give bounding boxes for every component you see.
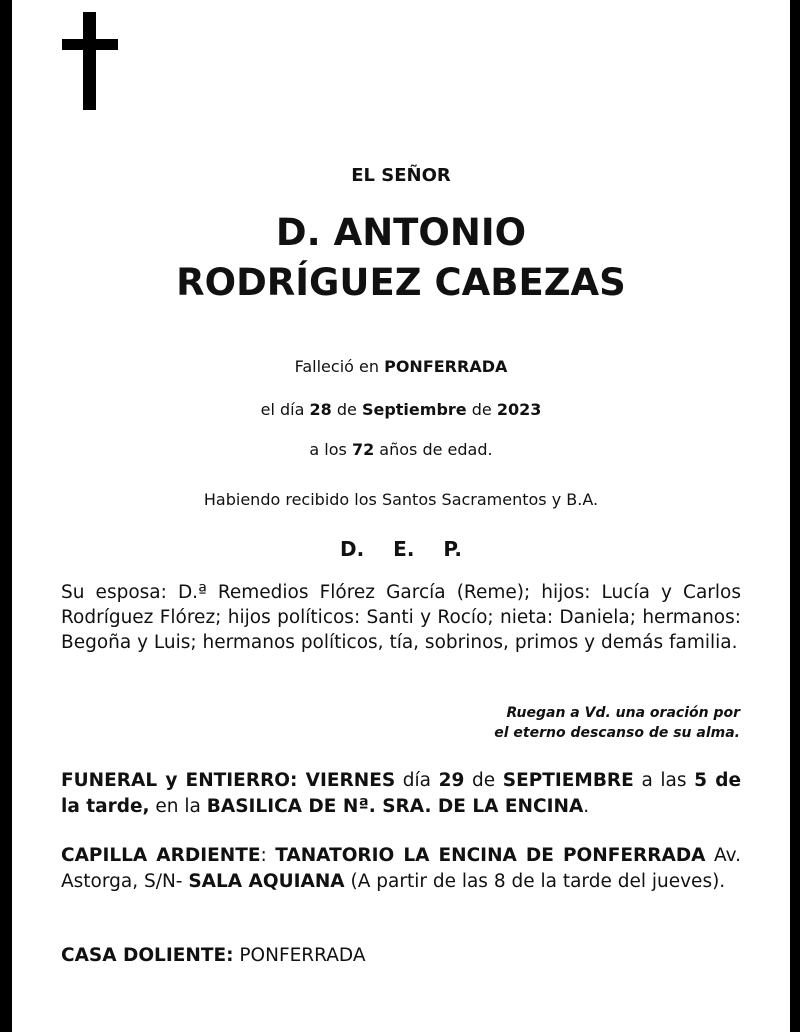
deceased-name-line1: D. ANTONIO — [275, 211, 527, 254]
death-date: el día 28 de Septiembre de 2023 — [260, 400, 542, 419]
sacraments-text: Habiendo recibido los Santos Sacramentos y B.A. — [203, 490, 599, 509]
latin-cross-icon — [62, 12, 118, 110]
mourning-house: CASA DOLIENTE: PONFERRADA — [61, 945, 366, 966]
prayer-request: Ruegan a Vd. una oración por el eterno descanso de su alma. — [494, 705, 740, 741]
chapel-details: CAPILLA ARDIENTE: TANATORIO LA ENCINA DE PONFERRADA Av. Astorga, S/N- SALA AQUIANA (A partir de las 8 de la tarde del jueves). — [61, 845, 741, 892]
dep-text: D. E. P. — [340, 537, 462, 561]
honorific-title: EL SEÑOR — [351, 165, 451, 186]
deceased-name — [12, 208, 790, 308]
funeral-details: FUNERAL y ENTIERRO: VIERNES día 29 de SEPTIEMBRE a las 5 de la tarde, en la BASILICA DE Nª. SRA. DE LA ENCINA. — [61, 770, 742, 817]
deceased-name-line2: RODRÍGUEZ CABEZAS — [176, 261, 626, 304]
death-place: Falleció en PONFERRADA — [294, 357, 508, 376]
family-list: Su esposa: D.ª Remedios Flórez García (Reme); hijos: Lucía y Carlos Rodríguez Flórez; hijos políticos: Santi y Rocío; nieta: Daniela; hermanos: Begoña y Luis; hermanos políticos, tía, sobrinos, primos y demás familia. — [61, 582, 741, 653]
obituary-page — [12, 0, 790, 1032]
death-age: a los 72 años de edad. — [309, 440, 493, 459]
